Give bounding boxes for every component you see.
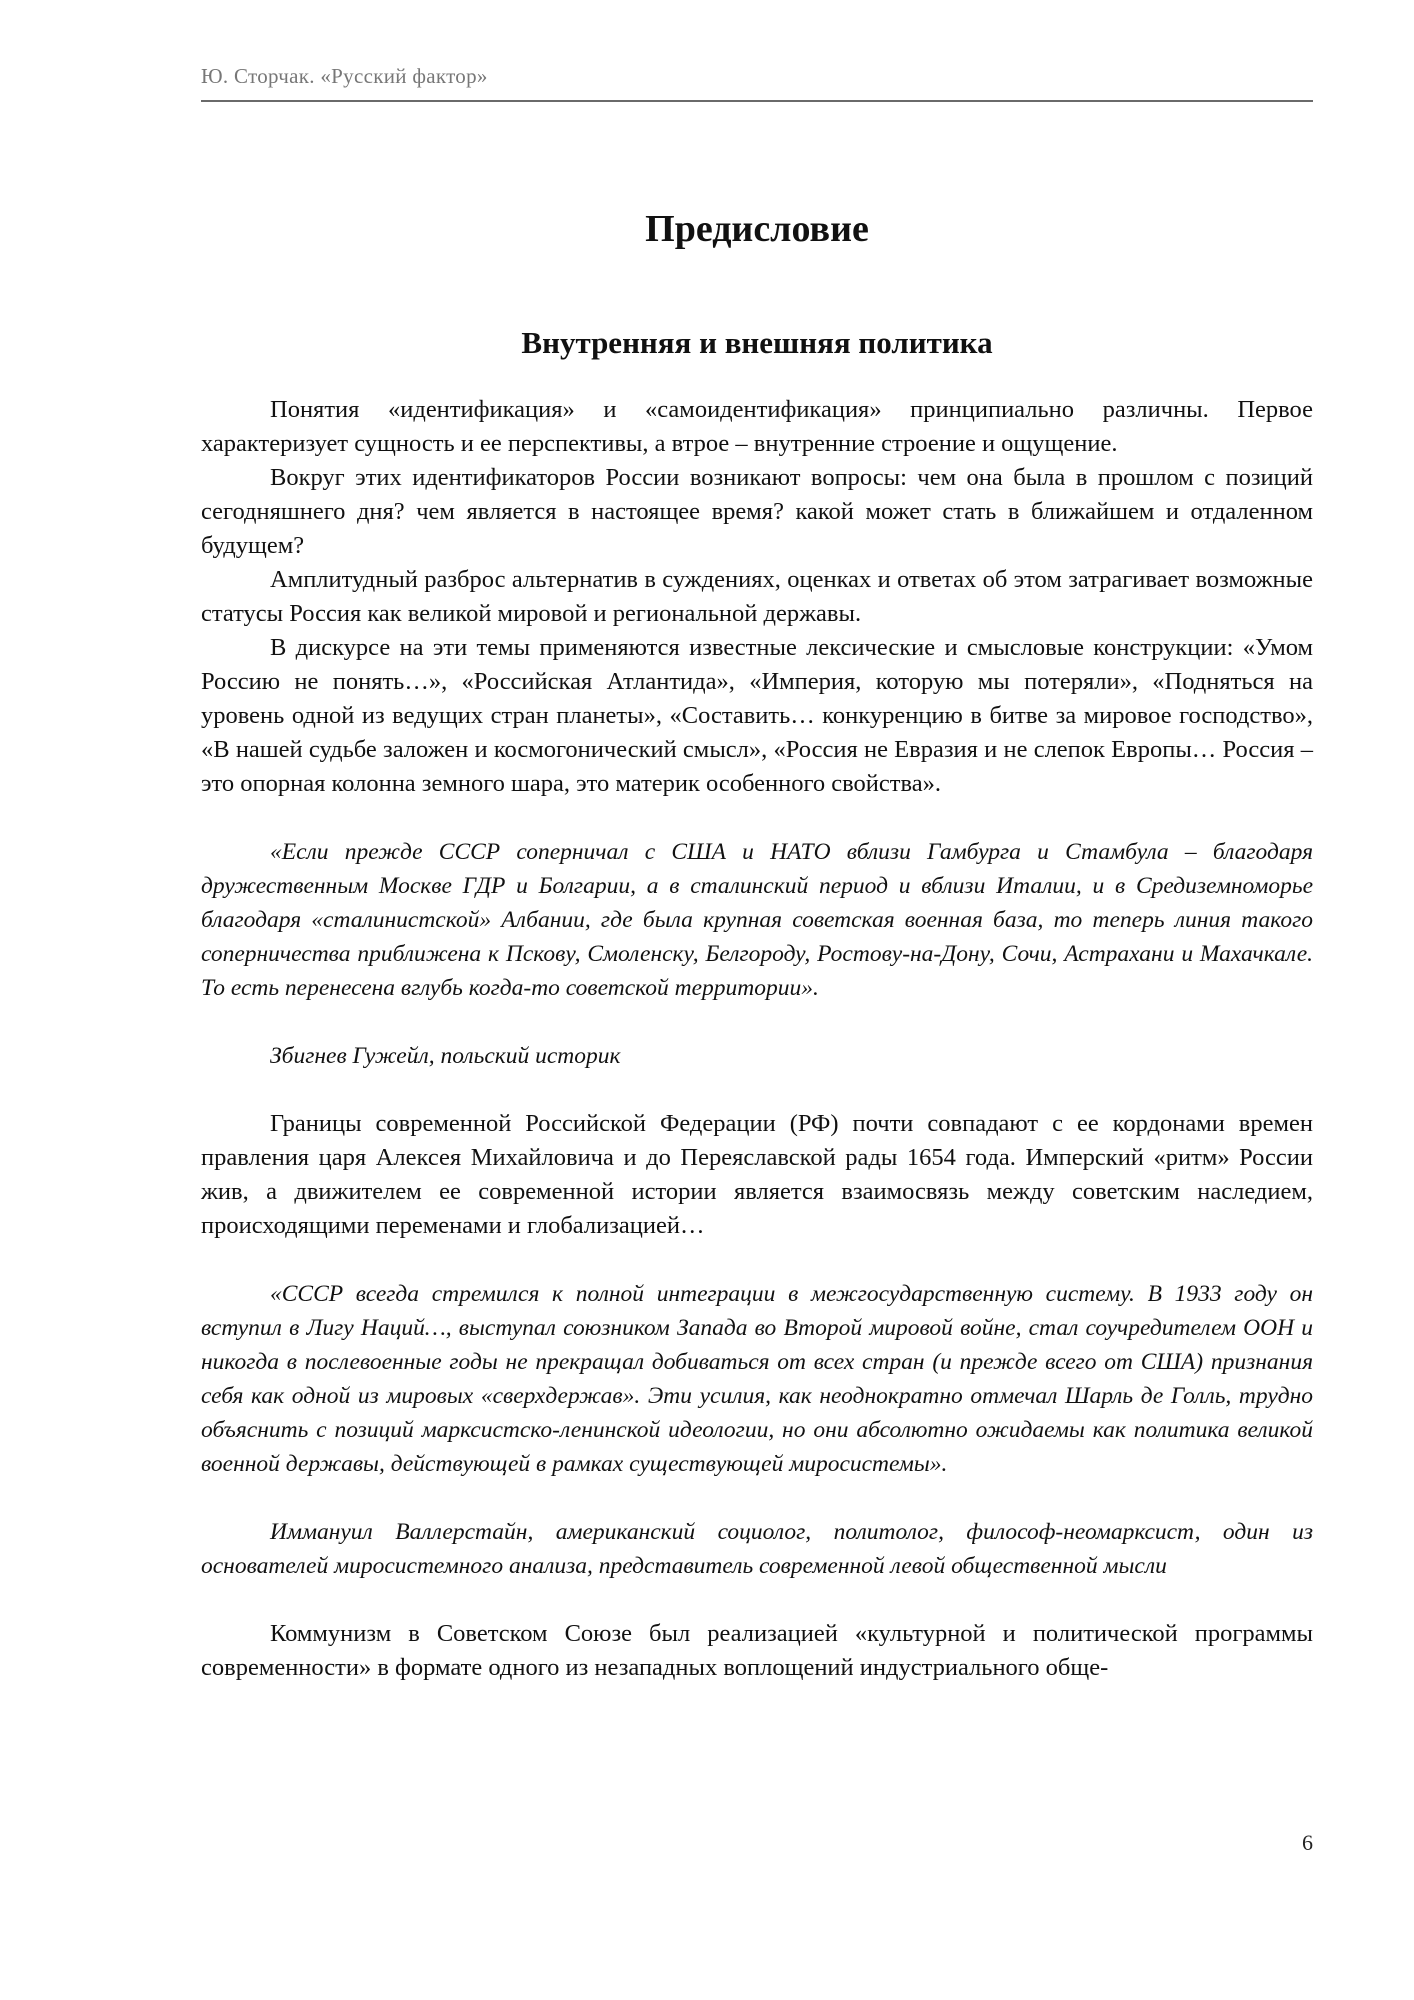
spacer <box>201 1005 1313 1039</box>
epigraph-quote: «СССР всегда стремился к полной интеграции в межгосударственную систему. В 1933 году он вступил в Лигу Наций…, выступал союзником Запада во Второй мировой войне, стал соучредителем ООН и никогда в послевоенные годы не прекращал добиваться от всех стран (и прежде всего от США) признания себя как одной из мировых «сверхдержав». Эти усилия, как неоднократно отмечал Шарль де Голль, трудно объяснить с позиций марксистско-ленинской идеологии, но они абсолютно ожидаемы как политика великой военной державы, действующей в рамках существующей миросистемы». <box>201 1281 1313 1477</box>
spacer <box>201 801 1313 835</box>
header-rule <box>201 100 1313 102</box>
paragraph: Границы современной Российской Федерации (РФ) почти совпадают с ее кордонами времен правления царя Алексея Михайловича и до Переяславской рады 1654 года. Имперский «ритм» России жив, а движителем ее современной истории является взаимосвязь между советским наследием, происходящими переменами и глобализацией… <box>201 1110 1313 1239</box>
page-number: 6 <box>1302 1830 1313 1855</box>
paragraph: Амплитудный разброс альтернатив в суждениях, оценках и ответах об этом затрагивает возможные статусы Россия как великой мировой и региональной державы. <box>201 566 1313 627</box>
body-text <box>201 393 1313 1685</box>
running-header: Ю. Сторчак. «Русский фактор» <box>201 64 488 88</box>
epigraph-quote: «Если прежде СССР соперничал с США и НАТО вблизи Гамбурга и Стамбула – благодаря дружественным Москве ГДР и Болгарии, а в сталинский период и вблизи Италии, и в Средиземноморье благодаря «сталинистской» Албании, где была крупная советская военная база, то теперь линия такого соперничества приближена к Пскову, Смоленску, Белгороду, Ростову-на-Дону, Сочи, Астрахани и Махачкале. То есть перенесена вглубь когда-то советской территории». <box>201 839 1313 1001</box>
spacer <box>201 1481 1313 1515</box>
chapter-title: Предисловие <box>645 208 869 250</box>
section-title: Внутренняя и внешняя политика <box>521 325 993 360</box>
spacer <box>201 1243 1313 1277</box>
paragraph: В дискурсе на эти темы применяются известные лексические и смысловые конструкции: «Умом Россию не понять…», «Российская Атлантида», «Империя, которую мы потеряли», «Подняться на уровень одной из ведущих стран планеты», «Составить… конкуренцию в битве за мировое господство», «В нашей судьбе заложен и космогонический смысл», «Россия не Евразия и не слепок Европы… Россия – это опорная колонна земного шара, это материк особенного свойства». <box>201 634 1313 797</box>
spacer <box>201 1583 1313 1617</box>
spacer <box>201 1073 1313 1107</box>
quote-attribution: Иммануил Валлерстайн, американский социолог, политолог, философ-неомарксист, один из основателей миросистемного анализа, представитель современной левой общественной мысли <box>201 1519 1313 1579</box>
paragraph: Коммунизм в Советском Союзе был реализацией «культурной и политической программы современности» в формате одного из незападных воплощений индустриального обще- <box>201 1620 1313 1681</box>
paragraph: Понятия «идентификация» и «самоидентификация» принципиально различны. Первое характеризует сущность и ее перспективы, а втрое – внутренние строение и ощущение. <box>201 396 1313 457</box>
document-page <box>201 0 1313 2000</box>
quote-attribution: Збигнев Гужейл, польский историк <box>270 1043 621 1069</box>
paragraph: Вокруг этих идентификаторов России возникают вопросы: чем она была в прошлом с позиций сегодняшнего дня? чем является в настоящее время? какой может стать в ближайшем и отдаленном будущем? <box>201 464 1313 559</box>
